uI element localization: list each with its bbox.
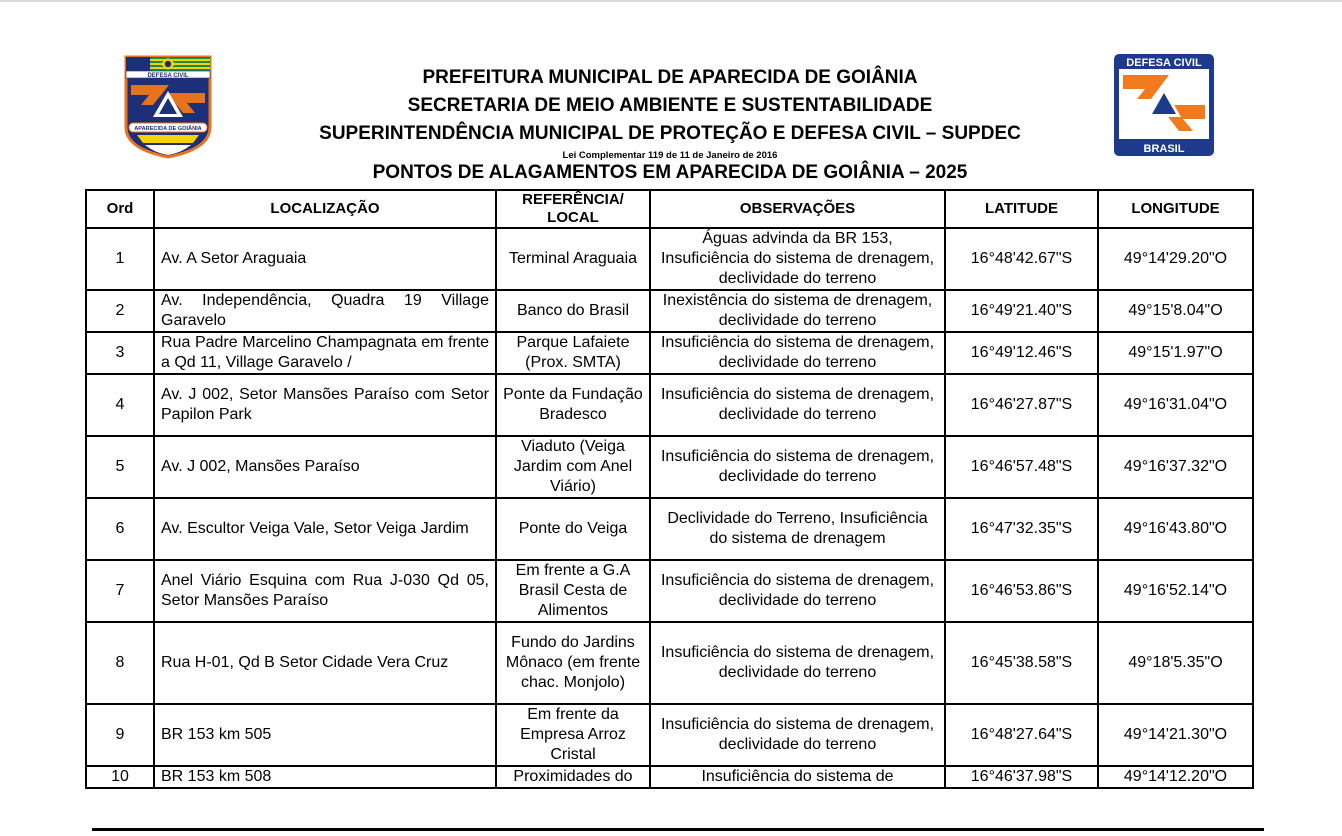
cell-localizacao: Anel Viário Esquina com Rua J-030 Qd 05, Setor Mansões Paraíso	[154, 560, 496, 622]
cell-observacoes: Insuficiência do sistema de drenagem, declividade do terreno	[650, 332, 945, 374]
cell-longitude: 49°14'29.20"O	[1098, 228, 1253, 290]
cell-referencia: Ponte da Fundação Bradesco	[496, 374, 650, 436]
cell-localizacao: Av. Independência, Quadra 19 Village Garavelo	[154, 290, 496, 332]
header-latitude: LATITUDE	[945, 190, 1098, 228]
cell-referencia: Terminal Araguaia	[496, 228, 650, 290]
table-row	[86, 622, 1253, 704]
left-logo-top-text: DEFESA CIVIL	[147, 73, 189, 79]
table-row	[86, 560, 1253, 622]
page-top-edge	[0, 0, 1342, 2]
table-row	[86, 332, 1253, 374]
cell-longitude: 49°14'21.30"O	[1098, 704, 1253, 766]
cell-latitude: 16°46'53.86"S	[945, 560, 1098, 622]
cell-latitude: 16°46'27.87"S	[945, 374, 1098, 436]
flood-points-table	[85, 189, 1254, 789]
cell-observacoes: Insuficiência do sistema de drenagem, declividade do terreno	[650, 436, 945, 498]
header-referencia: REFERÊNCIA/ LOCAL	[496, 190, 650, 228]
cell-ord: 2	[86, 290, 154, 332]
header-observacoes: OBSERVAÇÕES	[650, 190, 945, 228]
cell-longitude: 49°16'52.14"O	[1098, 560, 1253, 622]
defesa-civil-aparecida-logo	[123, 53, 213, 159]
cell-ord: 3	[86, 332, 154, 374]
right-logo-bottom-text: BRASIL	[1143, 143, 1185, 155]
header-ord: Ord	[86, 190, 154, 228]
cell-referencia: Em frente da Empresa Arroz Cristal	[496, 704, 650, 766]
cell-observacoes: Insuficiência do sistema de drenagem, declividade do terreno	[650, 374, 945, 436]
header-superintendencia: SUPERINTENDÊNCIA MUNICIPAL DE PROTEÇÃO E DEFESA CIVIL – SUPDEC	[319, 123, 1021, 144]
cell-ord: 7	[86, 560, 154, 622]
left-logo-bottom-text: APARECIDA DE GOIÂNIA	[134, 126, 202, 132]
table-row	[86, 436, 1253, 498]
cell-localizacao: Rua Padre Marcelino Champagnata em frente a Qd 11, Village Garavelo /	[154, 332, 496, 374]
cell-observacoes: Insuficiência do sistema de	[650, 766, 945, 788]
cell-latitude: 16°49'21.40"S	[945, 290, 1098, 332]
cell-longitude: 49°18'5.35"O	[1098, 622, 1253, 704]
cell-latitude: 16°47'32.35"S	[945, 498, 1098, 560]
cell-longitude: 49°16'37.32"O	[1098, 436, 1253, 498]
header-localizacao: LOCALIZAÇÃO	[154, 190, 496, 228]
cell-longitude: 49°16'43.80"O	[1098, 498, 1253, 560]
cell-latitude: 16°48'42.67"S	[945, 228, 1098, 290]
cell-latitude: 16°49'12.46"S	[945, 332, 1098, 374]
cell-longitude: 49°15'8.04"O	[1098, 290, 1253, 332]
cell-referencia: Banco do Brasil	[496, 290, 650, 332]
table-row	[86, 228, 1253, 290]
table-row	[86, 290, 1253, 332]
cell-ord: 5	[86, 436, 154, 498]
cell-observacoes: Águas advinda da BR 153, Insuficiência do sistema de drenagem, declividade do terreno	[650, 228, 945, 290]
cell-observacoes: Insuficiência do sistema de drenagem, declividade do terreno	[650, 704, 945, 766]
cell-localizacao: Av. A Setor Araguaia	[154, 228, 496, 290]
cell-localizacao: BR 153 km 508	[154, 766, 496, 788]
header-prefeitura: PREFEITURA MUNICIPAL DE APARECIDA DE GOIÂNIA	[422, 67, 918, 88]
cell-localizacao: Av. J 002, Setor Mansões Paraíso com Setor Papilon Park	[154, 374, 496, 436]
table-row	[86, 374, 1253, 436]
cell-referencia: Proximidades do	[496, 766, 650, 788]
cell-observacoes: Insuficiência do sistema de drenagem, declividade do terreno	[650, 560, 945, 622]
cell-referencia: Viaduto (Veiga Jardim com Anel Viário)	[496, 436, 650, 498]
cell-referencia: Parque Lafaiete (Prox. SMTA)	[496, 332, 650, 374]
header-longitude: LONGITUDE	[1098, 190, 1253, 228]
table-row	[86, 704, 1253, 766]
cell-localizacao: Rua H-01, Qd B Setor Cidade Vera Cruz	[154, 622, 496, 704]
page-bottom-rule	[92, 828, 1264, 831]
cell-latitude: 16°45'38.58"S	[945, 622, 1098, 704]
cell-observacoes: Insuficiência do sistema de drenagem, declividade do terreno	[650, 622, 945, 704]
cell-ord: 6	[86, 498, 154, 560]
cell-referencia: Fundo do Jardins Mônaco (em frente chac. Monjolo)	[496, 622, 650, 704]
cell-latitude: 16°48'27.64"S	[945, 704, 1098, 766]
cell-latitude: 16°46'57.48"S	[945, 436, 1098, 498]
cell-longitude: 49°14'12.20"O	[1098, 766, 1253, 788]
cell-localizacao: Av. J 002, Mansões Paraíso	[154, 436, 496, 498]
cell-referencia: Ponte do Veiga	[496, 498, 650, 560]
cell-observacoes: Inexistência do sistema de drenagem, declividade do terreno	[650, 290, 945, 332]
cell-ord: 1	[86, 228, 154, 290]
cell-ord: 10	[86, 766, 154, 788]
cell-ord: 8	[86, 622, 154, 704]
cell-localizacao: Av. Escultor Veiga Vale, Setor Veiga Jardim	[154, 498, 496, 560]
cell-ord: 4	[86, 374, 154, 436]
cell-referencia: Em frente a G.A Brasil Cesta de Alimentos	[496, 560, 650, 622]
cell-latitude: 16°46'37.98"S	[945, 766, 1098, 788]
document-title: PONTOS DE ALAGAMENTOS EM APARECIDA DE GOIÂNIA – 2025	[372, 162, 968, 183]
header-law-reference: Lei Complementar 119 de 11 de Janeiro de 2016	[562, 150, 778, 161]
table-row	[86, 498, 1253, 560]
document-header	[230, 64, 1110, 162]
cell-localizacao: BR 153 km 505	[154, 704, 496, 766]
cell-longitude: 49°15'1.97"O	[1098, 332, 1253, 374]
table-row	[86, 766, 1253, 788]
cell-ord: 9	[86, 704, 154, 766]
header-secretaria: SECRETARIA DE MEIO AMBIENTE E SUSTENTABILIDADE	[407, 95, 933, 116]
defesa-civil-brasil-logo	[1113, 53, 1215, 157]
table-header-row	[86, 190, 1253, 228]
cell-observacoes: Declividade do Terreno, Insuficiência do sistema de drenagem	[650, 498, 945, 560]
cell-longitude: 49°16'31.04"O	[1098, 374, 1253, 436]
right-logo-top-text: DEFESA CIVIL	[1126, 57, 1202, 69]
